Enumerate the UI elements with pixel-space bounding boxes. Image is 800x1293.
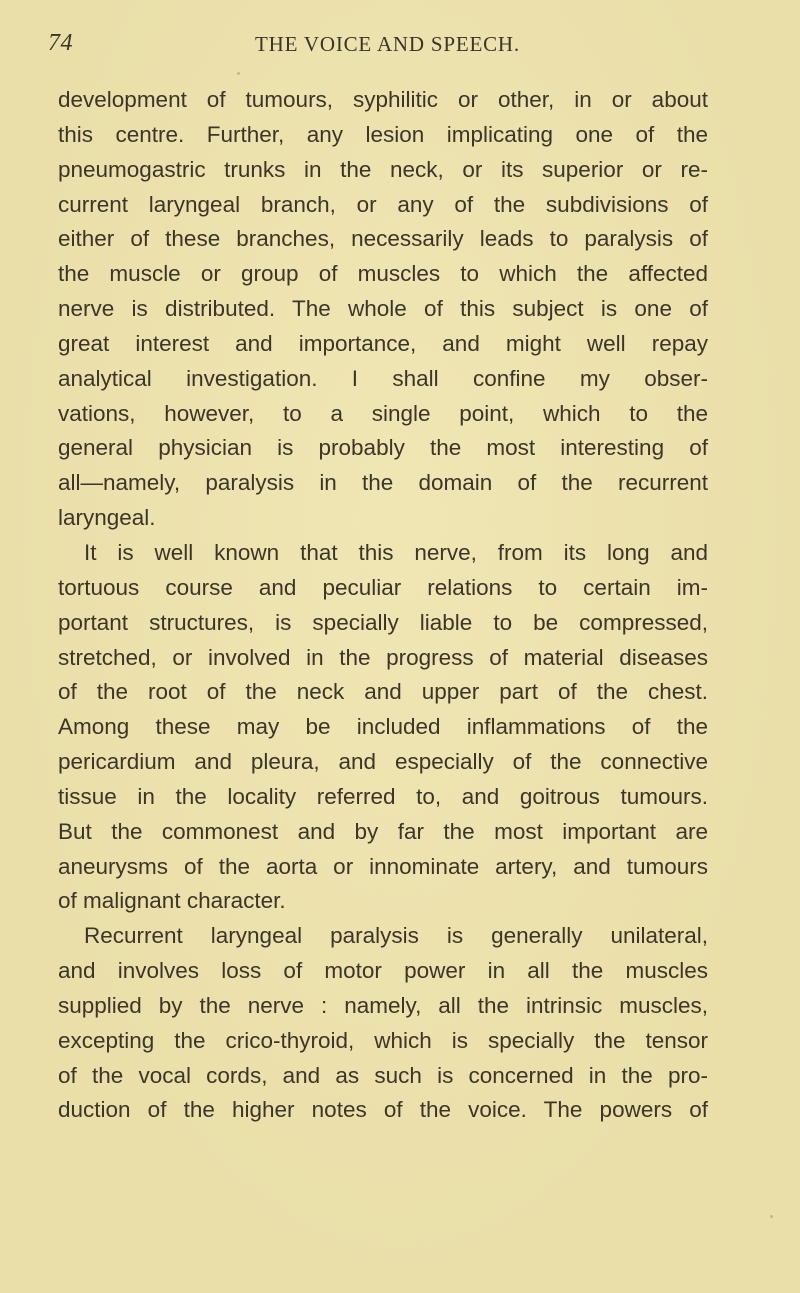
text-line: Recurrent laryngeal paralysis is generally unilateral,	[84, 923, 708, 949]
text-line: all—namely, paralysis in the domain of the recurrent	[58, 470, 708, 496]
text-line: tortuous course and peculiar relations to certain im-	[58, 574, 708, 600]
text-line: either of these branches, necessarily leads to paralysis of	[58, 226, 708, 252]
text-line: duction of the higher notes of the voice. The powers of	[58, 1097, 708, 1123]
text-line: and involves loss of motor power in all the muscles	[58, 958, 708, 984]
text-line: general physician is probably the most interesting of	[58, 435, 708, 461]
paper-speck	[770, 1215, 773, 1218]
text-line: stretched, or involved in the progress of material diseases	[58, 644, 708, 670]
text-line: Among these may be included inflammations of the	[58, 714, 708, 740]
text-line: It is well known that this nerve, from its long and	[84, 539, 708, 565]
text-line: of malignant character.	[58, 888, 286, 914]
text-line: the muscle or group of muscles to which the affected	[58, 261, 708, 287]
text-line: But the commonest and by far the most important are	[58, 818, 708, 844]
paper-speck	[237, 72, 240, 75]
text-line: current laryngeal branch, or any of the subdivisions of	[58, 191, 708, 217]
page-header	[0, 30, 800, 62]
running-head: THE VOICE AND SPEECH.	[255, 32, 520, 56]
text-line: pericardium and pleura, and especially of the connective	[58, 749, 708, 775]
text-line: great interest and importance, and might well repay	[58, 330, 708, 356]
text-line: portant structures, is specially liable to be compressed,	[58, 609, 708, 635]
text-line: vations, however, to a single point, which to the	[58, 400, 708, 426]
text-line: excepting the crico-thyroid, which is specially the tensor	[58, 1027, 708, 1053]
text-line: of the vocal cords, and as such is concerned in the pro-	[58, 1062, 708, 1088]
text-line: analytical investigation. I shall confine my obser-	[58, 365, 708, 391]
body-text	[58, 83, 708, 1128]
text-line: supplied by the nerve : namely, all the intrinsic muscles,	[58, 992, 708, 1018]
text-line: tissue in the locality referred to, and goitrous tumours.	[58, 783, 708, 809]
page-number: 74	[48, 30, 73, 56]
text-line: laryngeal.	[58, 505, 156, 531]
text-line: nerve is distributed. The whole of this subject is one of	[58, 296, 708, 322]
text-line: this centre. Further, any lesion implicating one of the	[58, 121, 708, 147]
text-line: development of tumours, syphilitic or other, in or about	[58, 87, 708, 112]
text-line: aneurysms of the aorta or innominate artery, and tumours	[58, 853, 708, 879]
text-line: pneumogastric trunks in the neck, or its superior or re-	[58, 156, 708, 182]
text-line: of the root of the neck and upper part of the chest.	[58, 679, 708, 705]
